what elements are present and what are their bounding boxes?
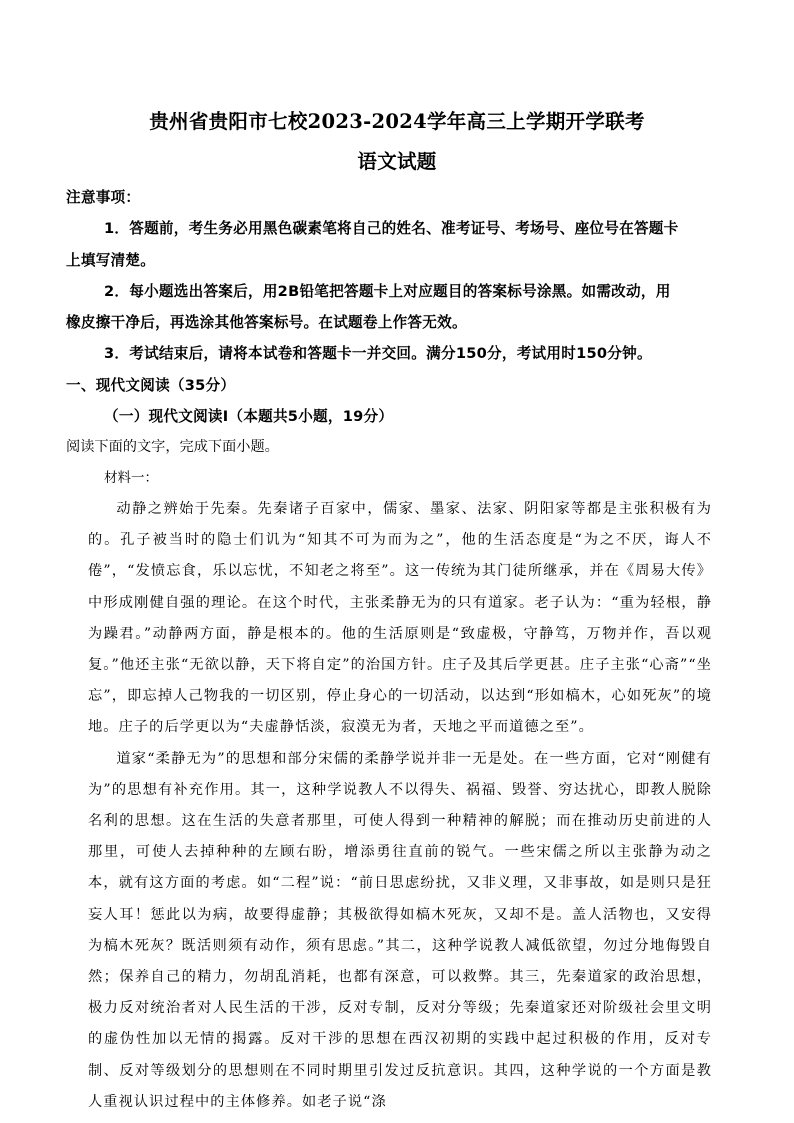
section-subheading: （一）现代文阅读Ⅰ（本题共5小题，19分）: [104, 408, 394, 425]
notice-item-1-line-1: 1．答题前，考生务必用黑色碳素笔将自己的姓名、准考证号、考场号、座位号在答题卡: [104, 220, 679, 237]
notice-item-2-line-1: 2．每小题选出答案后，用2B铅笔把答题卡上对应题目的答案标号涂黑。如需改动，用: [104, 283, 671, 300]
passage-paragraph-2: 道家“柔静无为”的思想和部分宋儒的柔静学说并非一无是处。在一些方面，它对“刚健有为”的思想有补充作用。其一，这种学说教人不以得失、祸福、毁誉、穷达扰心，即教人脱除名利的思想。这在生活的失意者那里，可使人得到一种精神的解脱；而在推动历史前进的人那里，可使人去掉种种的左顾右盼，增添勇往直前的锐气。一些宋儒之所以主张静为动之本，就有这方面的考虑。如“二程”说：“前日思虑纷扰，又非义理，又非事故，如是则只是狂妄人耳！惩此以为病，故要得虚静；其极欲得如槁木死灰，又却不是。盖人活物也，又安得为槁木死灰？既活则须有动作，须有思虑。”其二，这种学说教人减低欲望，勿过分地侮毁自然；保养自己的精力，勿胡乱消耗，也都有深意，可以救弊。其三，先秦道家的政治思想，极力反对统治者对人民生活的干涉，反对专制，反对分等级；先秦道家还对阶级社会里文明的虚伪性加以无情的揭露。反对干涉的思想在西汉初期的实践中起过积极的作用，反对专制、反对等级划分的思想则在不同时期里引发过反抗意识。其四，这种学说的一个方面是教人重视认识过程中的主体修养。如老子说“涤: [88, 750, 712, 1110]
exam-title: 贵州省贵阳市七校2023-2024学年高三上学期开学联考: [149, 110, 645, 133]
material-passage: [88, 494, 712, 1118]
exam-subtitle: 语文试题: [357, 150, 437, 173]
passage-paragraph-1: 动静之辨始于先秦。先秦诸子百家中，儒家、墨家、法家、阴阳家等都是主张积极有为的。孔子被当时的隐士们讥为“知其不可为而为之”，他的生活态度是“为之不厌，诲人不倦”，“发愤忘食，乐以忘忧，不知老之将至”。这一传统为其门徒所继承，并在《周易大传》中形成刚健自强的理论。在这个时代，主张柔静无为的只有道家。老子认为：“重为轻根，静为躁君。”动静两方面，静是根本的。他的生活原则是“致虚极，守静笃，万物并作，吾以观复。”他还主张“无欲以静，天下将自定”的治国方针。庄子及其后学更甚。庄子主张“心斋”“坐忘”，即忘掉人己物我的一切区别，停止身心的一切活动，以达到“形如槁木，心如死灰”的境地。庄子的后学更以为“夫虚静恬淡，寂漠无为者，天地之平而道德之至”。: [88, 501, 712, 736]
section-heading: 一、现代文阅读（35分）: [66, 377, 236, 394]
notice-item-3: 3．考试结束后，请将本试卷和答题卡一并交回。满分150分，考试用时150分钟。: [104, 345, 652, 362]
notice-item-1-line-2: 上填写清楚。: [66, 252, 156, 269]
notice-heading: 注意事项：: [66, 189, 141, 206]
notice-item-2-line-2: 橡皮擦干净后，再选涂其他答案标号。在试题卷上作答无效。: [66, 314, 467, 331]
material-label: 材料一：: [104, 470, 158, 486]
reading-instruction: 阅读下面的文字，完成下面小题。: [66, 439, 279, 455]
